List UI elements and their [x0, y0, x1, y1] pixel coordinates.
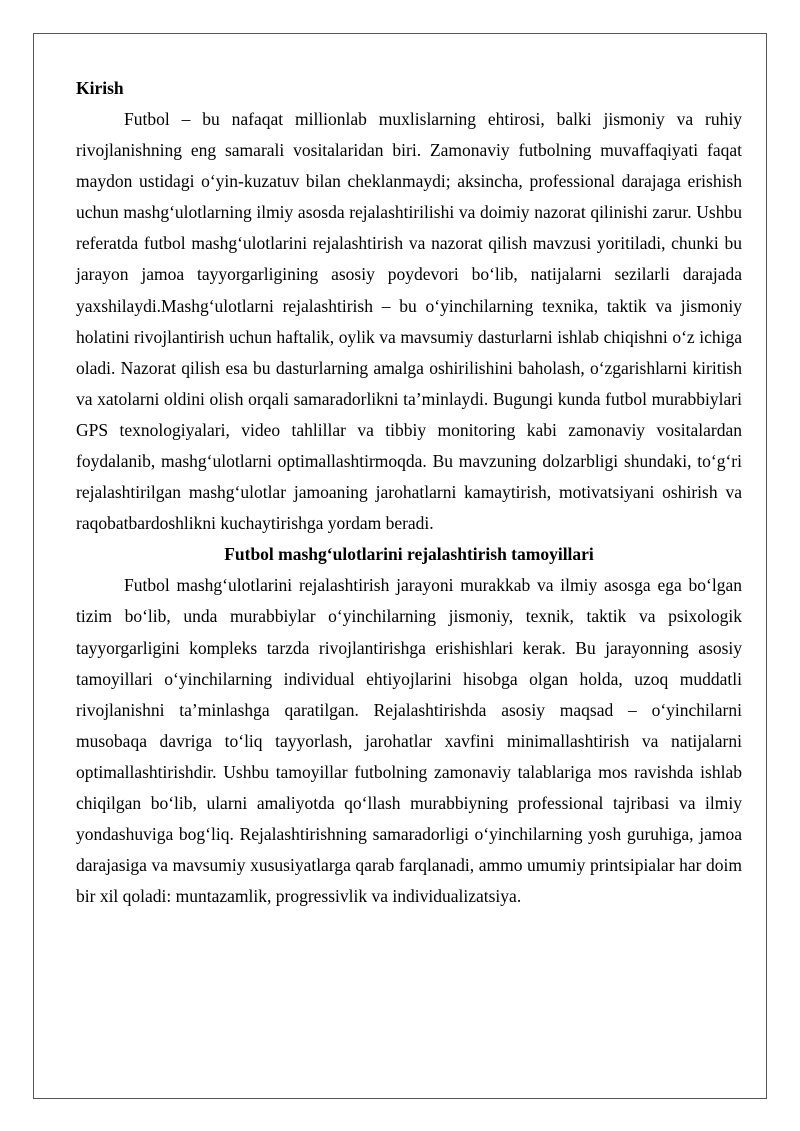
- intro-heading: Kirish: [76, 78, 124, 98]
- document-body: [76, 73, 742, 912]
- section-paragraph: Futbol mashg‘ulotlarini rejalashtirish jarayoni murakkab va ilmiy asosga ega bo‘lgan tizim bo‘lib, unda murabbiylar o‘yinchilarning jismoniy, texnik, taktik va psixologik tayyorgarligini kompleks tarzda rivojlantirishga erishishlari kerak. Bu jarayonning asosiy tamoyillari o‘yinchilarning individual ehtiyojlarini hisobga olgan holda, uzoq muddatli rivojlanishni ta’minlashga qaratilgan. Rejalashtirishda asosiy maqsad – o‘yinchilarni musobaqa davriga to‘liq tayyorlash, jarohatlar xavfini minimallashtirish va natijalarni optimallashtirishdir. Ushbu tamoyillar futbolning zamonaviy talablariga mos ravishda ishlab chiqilgan bo‘lib, ularni amaliyotda qo‘llash murabbiyning professional tajribasi va ilmiy yondashuviga bog‘liq. Rejalashtirishning samaradorligi o‘yinchilarning yosh guruhiga, jamoa darajasiga va mavsumiy xususiyatlarga qarab farqlanadi, ammo umumiy printsipialar har doim bir xil qoladi: muntazamlik, progressivlik va individualizatsiya.: [76, 575, 742, 907]
- section-heading: Futbol mashg‘ulotlarini rejalashtirish tamoyillari: [224, 544, 594, 565]
- intro-paragraph: Futbol – bu nafaqat millionlab muxlislarning ehtirosi, balki jismoniy va ruhiy rivojlanishning eng samarali vositalaridan biri. Zamonaviy futbolning muvaffaqiyati faqat maydon ustidagi o‘yin-kuzatuv bilan cheklanmaydi; aksincha, professional darajaga erishish uchun mashg‘ulotlarning ilmiy asosda rejalashtirilishi va doimiy nazorat qilinishi zarur. Ushbu referatda futbol mashg‘ulotlarini rejalashtirish va nazorat qilish mavzusi yoritiladi, chunki bu jarayon jamoa tayyorgarligining asosiy poydevori bo‘lib, natijalarni sezilarli darajada yaxshilaydi.Mashg‘ulotlarni rejalashtirish – bu o‘yinchilarning texnika, taktik va jismoniy holatini rivojlantirish uchun haftalik, oylik va mavsumiy dasturlarni ishlab chiqishni o‘z ichiga oladi. Nazorat qilish esa bu dasturlarning amalga oshirilishini baholash, o‘zgarishlarni kiritish va xatolarni oldini olish orqali samaradorlikni ta’minlaydi. Bugungi kunda futbol murabbiylari GPS texnologiyalari, video tahlillar va tibbiy monitoring kabi zamonaviy vositalardan foydalanib, mashg‘ulotlarni optimallashtirmoqda. Bu mavzuning dolzarbligi shundaki, to‘g‘ri rejalashtirilgan mashg‘ulotlar jamoaning jarohatlarni kamaytirish, motivatsiyani oshirish va raqobatbardoshlikni kuchaytirishga yordam beradi.: [76, 109, 742, 534]
